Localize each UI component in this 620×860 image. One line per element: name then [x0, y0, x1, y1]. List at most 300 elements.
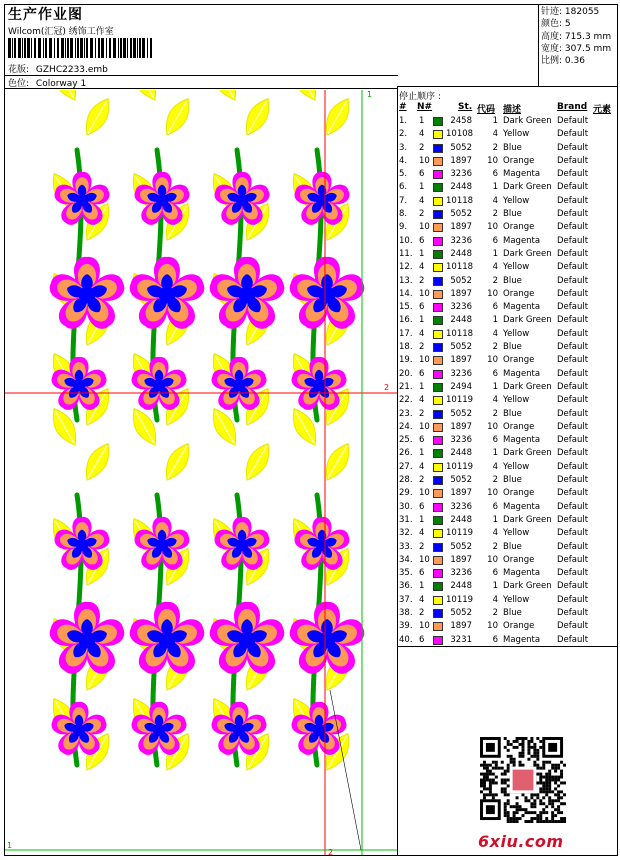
row-brand: Default [557, 634, 589, 645]
row-description: Magenta [503, 368, 541, 379]
color-swatch [433, 356, 443, 365]
color-swatch [433, 170, 443, 179]
color-swatch [433, 183, 443, 192]
color-swatch [433, 636, 443, 645]
row-description: Orange [503, 421, 535, 432]
row-brand: Default [557, 368, 589, 379]
row-needle: 4 [419, 262, 425, 273]
color-swatch [433, 609, 443, 618]
row-brand: Default [557, 607, 589, 618]
table-row [398, 447, 616, 460]
row-stitches: 2448 [450, 315, 472, 326]
row-index: 31. [399, 514, 413, 525]
row-index: 36. [399, 581, 413, 592]
table-row [398, 354, 616, 367]
row-code: 2 [492, 475, 498, 486]
row-description: Magenta [503, 235, 541, 246]
row-brand: Default [557, 142, 589, 153]
row-stitches: 2448 [450, 448, 472, 459]
row-brand: Default [557, 182, 589, 193]
color-swatch [433, 436, 443, 445]
table-row [398, 514, 616, 527]
color-swatch [433, 449, 443, 458]
row-description: Magenta [503, 435, 541, 446]
row-code: 2 [492, 275, 498, 286]
leaf-motif [239, 94, 275, 139]
row-description: Magenta [503, 169, 541, 180]
row-brand: Default [557, 581, 589, 592]
row-needle: 6 [419, 368, 425, 379]
row-description: Yellow [503, 594, 530, 605]
marker-2-right: 2 [384, 383, 390, 392]
row-index: 1. [399, 116, 408, 126]
row-brand: Default [557, 488, 589, 499]
row-code: 1 [492, 581, 498, 592]
row-needle: 2 [419, 408, 425, 419]
col-header-description: 描述 [503, 105, 522, 115]
leaf-motif [239, 439, 275, 484]
row-index: 4. [399, 155, 408, 166]
table-row [398, 580, 616, 593]
row-needle: 1 [419, 581, 425, 592]
row-description: Blue [503, 541, 522, 552]
row-code: 4 [492, 395, 498, 406]
col-header-index: # [399, 102, 407, 112]
row-needle: 4 [419, 395, 425, 406]
row-stitches: 2448 [450, 514, 472, 525]
col-header-element: 元素 [593, 105, 612, 115]
row-code: 4 [492, 328, 498, 339]
table-row [398, 461, 616, 474]
leaf-motif [206, 90, 242, 104]
color-swatch [433, 343, 443, 352]
leaf-motif [46, 90, 82, 104]
row-needle: 10 [419, 288, 430, 299]
row-brand: Default [557, 129, 589, 140]
row-needle: 10 [419, 554, 430, 565]
row-code: 10 [487, 421, 498, 432]
row-stitches: 3231 [450, 634, 472, 645]
row-stitches: 3236 [450, 568, 472, 579]
color-swatch [433, 263, 443, 272]
table-row [398, 208, 616, 221]
leaf-motif [286, 90, 322, 104]
row-code: 10 [487, 155, 498, 166]
row-code: 2 [492, 541, 498, 552]
table-row [398, 261, 616, 274]
color-swatch [433, 330, 443, 339]
row-needle: 10 [419, 155, 430, 166]
embroidery-preview [5, 90, 397, 855]
color-swatch [433, 383, 443, 392]
row-code: 2 [492, 408, 498, 419]
row-description: Blue [503, 408, 522, 419]
spec-stitches: 针迹: 182055 [541, 7, 600, 17]
row-brand: Default [557, 195, 589, 206]
row-stitches: 3236 [450, 368, 472, 379]
row-index: 23. [399, 408, 413, 419]
row-stitches: 1897 [450, 355, 472, 366]
row-needle: 10 [419, 355, 430, 366]
row-index: 14. [399, 288, 413, 299]
leaf-motif [126, 90, 162, 104]
row-description: Magenta [503, 501, 541, 512]
table-row [398, 634, 616, 647]
row-code: 4 [492, 262, 498, 273]
table-row [398, 434, 616, 447]
row-stitches: 10118 [446, 195, 474, 206]
row-stitches: 1897 [450, 222, 472, 233]
row-index: 2. [399, 129, 408, 140]
col-header-stitches: St. [458, 102, 473, 112]
row-index: 27. [399, 461, 413, 472]
row-description: Dark Green [503, 248, 552, 259]
row-stitches: 5052 [450, 209, 472, 220]
row-description: Blue [503, 275, 522, 286]
table-row [398, 221, 616, 234]
row-stitches: 3236 [450, 435, 472, 446]
row-description: Orange [503, 155, 535, 166]
row-brand: Default [557, 235, 589, 246]
row-description: Orange [503, 554, 535, 565]
row-description: Yellow [503, 262, 530, 273]
row-brand: Default [557, 594, 589, 605]
row-description: Yellow [503, 461, 530, 472]
header-divider-right [398, 86, 618, 87]
company-name: Wilcom(汇冠) 绣饰工作室 [8, 27, 114, 37]
row-stitches: 3236 [450, 235, 472, 246]
color-swatch [433, 237, 443, 246]
row-stitches: 1897 [450, 155, 472, 166]
table-row [398, 501, 616, 514]
col-header-n: N# [417, 102, 433, 112]
row-index: 25. [399, 435, 413, 446]
row-needle: 4 [419, 195, 425, 206]
row-brand: Default [557, 222, 589, 233]
table-row [398, 288, 616, 301]
table-row [398, 248, 616, 261]
table-row [398, 368, 616, 381]
row-needle: 6 [419, 501, 425, 512]
row-stitches: 5052 [450, 607, 472, 618]
row-stitches: 5052 [450, 541, 472, 552]
row-index: 37. [399, 594, 413, 605]
row-description: Magenta [503, 568, 541, 579]
color-swatch [433, 503, 443, 512]
row-needle: 6 [419, 568, 425, 579]
color-swatch [433, 117, 443, 126]
table-row [398, 142, 616, 155]
row-code: 6 [492, 235, 498, 246]
row-code: 2 [492, 342, 498, 353]
leaf-motif [79, 94, 115, 139]
row-brand: Default [557, 421, 589, 432]
design-specs [541, 6, 611, 67]
row-stitches: 10118 [446, 262, 474, 273]
colorway-label: 色位: [8, 79, 30, 89]
row-code: 6 [492, 634, 498, 645]
color-swatch [433, 370, 443, 379]
row-index: 5. [399, 169, 408, 180]
row-brand: Default [557, 302, 589, 313]
row-stitches: 3236 [450, 501, 472, 512]
row-needle: 6 [419, 235, 425, 246]
color-swatch [433, 463, 443, 472]
table-row [398, 594, 616, 607]
row-description: Orange [503, 222, 535, 233]
row-description: Dark Green [503, 116, 552, 126]
color-swatch [433, 316, 443, 325]
row-brand: Default [557, 248, 589, 259]
row-brand: Default [557, 514, 589, 525]
row-description: Blue [503, 142, 522, 153]
row-index: 12. [399, 262, 413, 273]
stop-sequence-table [398, 115, 616, 647]
design-value: GZHC2233.emb [35, 65, 108, 75]
row-brand: Default [557, 262, 589, 273]
row-brand: Default [557, 435, 589, 446]
color-swatch [433, 197, 443, 206]
row-stitches: 10119 [446, 461, 474, 472]
row-code: 1 [492, 514, 498, 525]
table-row [398, 115, 616, 128]
row-code: 1 [492, 248, 498, 259]
table-row [398, 314, 616, 327]
flower-motif [47, 257, 128, 334]
row-index: 28. [399, 475, 413, 486]
color-swatch [433, 396, 443, 405]
row-code: 4 [492, 594, 498, 605]
row-description: Orange [503, 488, 535, 499]
table-row [398, 554, 616, 567]
row-brand: Default [557, 461, 589, 472]
color-swatch [433, 157, 443, 166]
color-swatch [433, 250, 443, 259]
row-description: Magenta [503, 634, 541, 645]
spec-width: 宽度: 307.5 mm [541, 43, 612, 54]
row-needle: 4 [419, 594, 425, 605]
row-index: 11. [399, 248, 413, 259]
color-swatch [433, 543, 443, 552]
table-row [398, 181, 616, 194]
row-code: 2 [492, 607, 498, 618]
row-brand: Default [557, 355, 589, 366]
row-brand: Default [557, 315, 589, 326]
row-description: Orange [503, 621, 535, 632]
row-code: 10 [487, 554, 498, 565]
table-row [398, 341, 616, 354]
row-stitches: 3236 [450, 169, 472, 180]
row-code: 10 [487, 621, 498, 632]
row-needle: 1 [419, 448, 425, 459]
row-description: Orange [503, 355, 535, 366]
row-brand: Default [557, 275, 589, 286]
row-needle: 2 [419, 541, 425, 552]
row-stitches: 5052 [450, 475, 472, 486]
row-code: 6 [492, 169, 498, 180]
row-index: 19. [399, 355, 413, 366]
flower-motif [207, 602, 288, 679]
row-description: Yellow [503, 395, 530, 406]
row-index: 10. [399, 235, 413, 246]
row-index: 24. [399, 421, 413, 432]
row-brand: Default [557, 448, 589, 459]
row-index: 32. [399, 528, 413, 539]
color-swatch [433, 569, 443, 578]
row-brand: Default [557, 395, 589, 406]
table-row [398, 195, 616, 208]
leaf-motif [159, 439, 195, 484]
row-description: Dark Green [503, 448, 552, 459]
row-index: 20. [399, 368, 413, 379]
table-row [398, 235, 616, 248]
row-stitches: 10119 [446, 395, 474, 406]
row-needle: 6 [419, 435, 425, 446]
color-swatch [433, 223, 443, 232]
table-row [398, 381, 616, 394]
row-stitches: 1897 [450, 554, 472, 565]
table-row [398, 128, 616, 141]
row-code: 6 [492, 302, 498, 313]
color-swatch [433, 277, 443, 286]
table-row [398, 487, 616, 500]
row-brand: Default [557, 621, 589, 632]
row-index: 6. [399, 182, 408, 193]
row-stitches: 1897 [450, 621, 472, 632]
row-needle: 2 [419, 209, 425, 220]
row-description: Blue [503, 607, 522, 618]
table-row [398, 541, 616, 554]
row-brand: Default [557, 554, 589, 565]
row-needle: 2 [419, 275, 425, 286]
row-brand: Default [557, 209, 589, 220]
row-brand: Default [557, 381, 589, 392]
table-row [398, 275, 616, 288]
table-row [398, 155, 616, 168]
color-swatch [433, 516, 443, 525]
leaf-motif [159, 94, 195, 139]
row-needle: 10 [419, 488, 430, 499]
row-needle: 4 [419, 129, 425, 140]
row-stitches: 1897 [450, 421, 472, 432]
row-brand: Default [557, 155, 589, 166]
color-swatch [433, 489, 443, 498]
color-swatch [433, 556, 443, 565]
row-code: 1 [492, 315, 498, 326]
row-stitches: 3236 [450, 302, 472, 313]
row-index: 22. [399, 395, 413, 406]
spec-colors: 颜色: 5 [541, 19, 571, 30]
row-index: 30. [399, 501, 413, 512]
row-code: 1 [492, 448, 498, 459]
row-description: Yellow [503, 129, 530, 140]
row-code: 2 [492, 142, 498, 153]
color-swatch [433, 290, 443, 299]
row-brand: Default [557, 501, 589, 512]
row-stitches: 5052 [450, 275, 472, 286]
table-row [398, 607, 616, 620]
table-row [398, 328, 616, 341]
table-row [398, 168, 616, 181]
flower-motif [127, 257, 208, 334]
row-code: 4 [492, 129, 498, 140]
table-row [398, 567, 616, 580]
row-needle: 4 [419, 461, 425, 472]
row-code: 1 [492, 182, 498, 193]
design-label: 花版: [8, 65, 30, 75]
row-needle: 1 [419, 116, 425, 126]
row-index: 39. [399, 621, 413, 632]
col-header-code: 代码 [477, 105, 496, 115]
row-index: 3. [399, 142, 408, 153]
row-brand: Default [557, 116, 589, 126]
marker-1-bottom: 1 [7, 841, 13, 850]
row-description: Yellow [503, 195, 530, 206]
row-description: Dark Green [503, 581, 552, 592]
row-stitches: 1897 [450, 288, 472, 299]
row-brand: Default [557, 342, 589, 353]
stop-sequence-title: 停止顺序 : [399, 92, 441, 102]
colorway-value: Colorway 1 [35, 79, 87, 89]
row-index: 7. [399, 195, 408, 206]
color-swatch [433, 410, 443, 419]
col-header-brand: Brand [557, 102, 588, 112]
row-description: Magenta [503, 302, 541, 313]
flower-motif [207, 257, 288, 334]
row-brand: Default [557, 475, 589, 486]
row-needle: 2 [419, 475, 425, 486]
row-code: 6 [492, 368, 498, 379]
row-needle: 6 [419, 634, 425, 645]
colorway-row [8, 76, 86, 89]
specs-divider [538, 4, 539, 86]
color-swatch [433, 210, 443, 219]
row-brand: Default [557, 408, 589, 419]
row-index: 16. [399, 315, 413, 326]
row-stitches: 10108 [446, 129, 474, 140]
row-description: Dark Green [503, 514, 552, 525]
row-description: Dark Green [503, 315, 552, 326]
row-stitches: 2448 [450, 248, 472, 259]
row-description: Orange [503, 288, 535, 299]
row-code: 2 [492, 209, 498, 220]
spec-height: 高度: 715.3 mm [541, 31, 612, 42]
row-code: 10 [487, 288, 498, 299]
table-row [398, 421, 616, 434]
color-swatch [433, 622, 443, 631]
flower-motif [47, 602, 128, 679]
row-index: 35. [399, 568, 413, 579]
row-brand: Default [557, 568, 589, 579]
table-row [398, 301, 616, 314]
row-needle: 1 [419, 182, 425, 193]
page-title: 生产作业图 [8, 7, 83, 23]
color-swatch [433, 423, 443, 432]
table-row [398, 474, 616, 487]
row-stitches: 2448 [450, 581, 472, 592]
row-stitches: 10119 [446, 528, 474, 539]
row-index: 34. [399, 554, 413, 565]
row-description: Blue [503, 209, 522, 220]
marker-1-top: 1 [367, 90, 373, 99]
row-needle: 2 [419, 607, 425, 618]
row-code: 4 [492, 195, 498, 206]
row-stitches: 5052 [450, 408, 472, 419]
design-file-row [8, 62, 108, 75]
row-brand: Default [557, 288, 589, 299]
row-index: 15. [399, 302, 413, 313]
color-swatch [433, 596, 443, 605]
